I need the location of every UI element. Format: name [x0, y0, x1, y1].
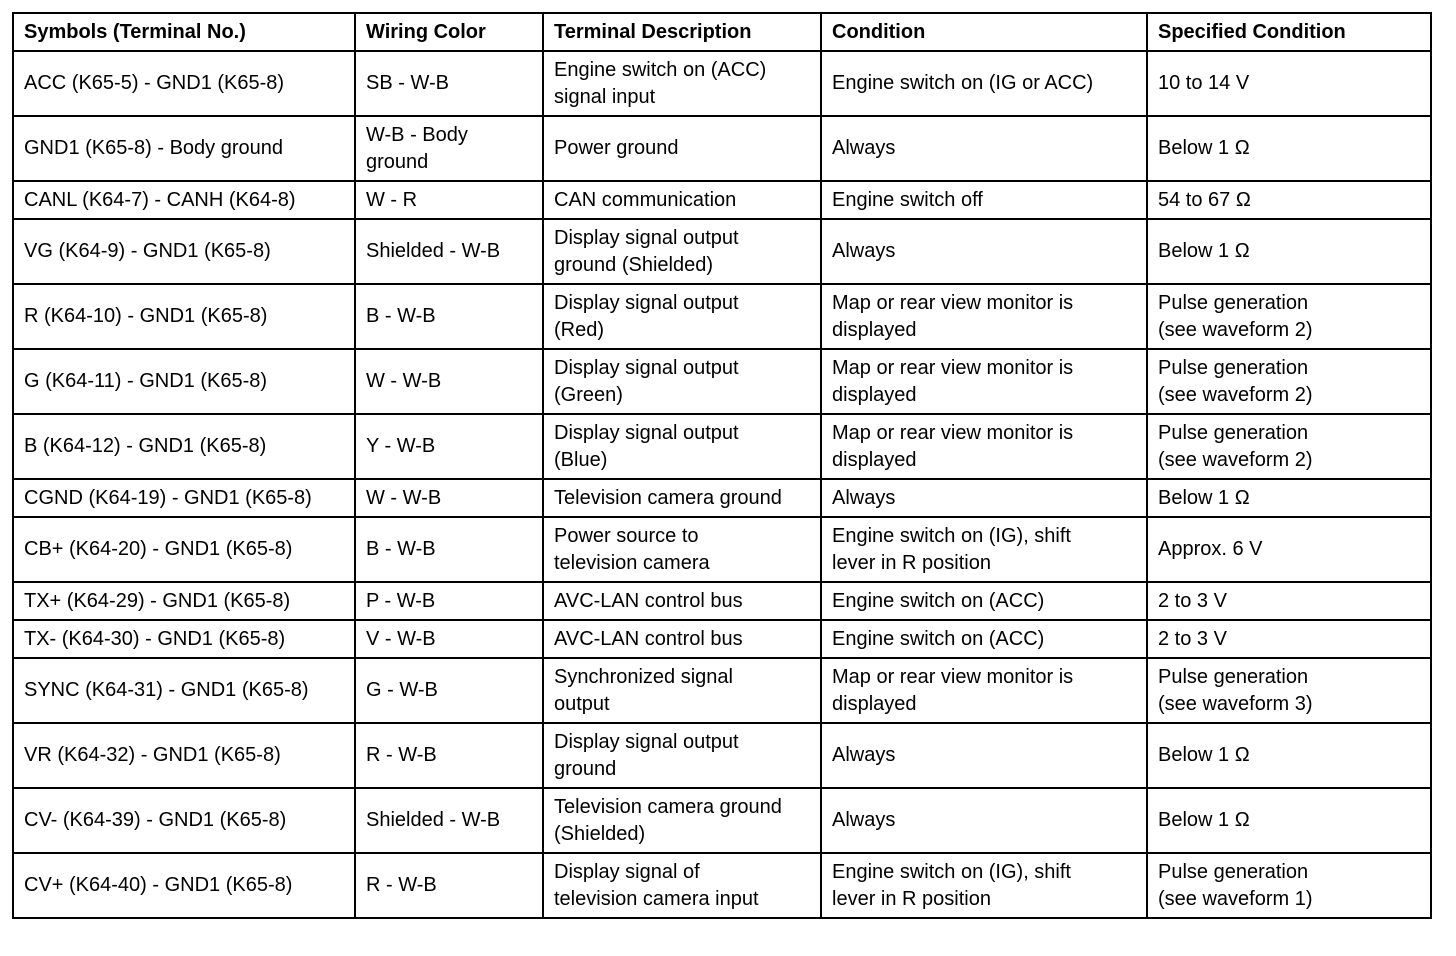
table-row: [13, 788, 1431, 853]
cell-terminal-description: Display signal output (Green): [543, 349, 821, 414]
cell-terminal-description: Engine switch on (ACC) signal input: [543, 51, 821, 116]
cell-specified-condition: Pulse generation (see waveform 3): [1147, 658, 1431, 723]
cell-condition: Map or rear view monitor is displayed: [821, 284, 1147, 349]
table-row: [13, 658, 1431, 723]
cell-wiring-color: R - W-B: [355, 723, 543, 788]
cell-specified-condition: Pulse generation (see waveform 2): [1147, 284, 1431, 349]
cell-condition: Map or rear view monitor is displayed: [821, 349, 1147, 414]
cell-specified-condition: Below 1 Ω: [1147, 219, 1431, 284]
cell-symbols: VR (K64-32) - GND1 (K65-8): [13, 723, 355, 788]
cell-terminal-description: Display signal output (Blue): [543, 414, 821, 479]
cell-symbols: CGND (K64-19) - GND1 (K65-8): [13, 479, 355, 517]
cell-condition: Engine switch on (IG), shift lever in R position: [821, 517, 1147, 582]
cell-wiring-color: W - W-B: [355, 349, 543, 414]
cell-condition: Map or rear view monitor is displayed: [821, 658, 1147, 723]
cell-symbols: TX+ (K64-29) - GND1 (K65-8): [13, 582, 355, 620]
cell-symbols: CV- (K64-39) - GND1 (K65-8): [13, 788, 355, 853]
cell-condition: Map or rear view monitor is displayed: [821, 414, 1147, 479]
terminal-spec-table: [12, 12, 1432, 919]
cell-wiring-color: Shielded - W-B: [355, 788, 543, 853]
cell-wiring-color: W - R: [355, 181, 543, 219]
cell-condition: Always: [821, 479, 1147, 517]
cell-terminal-description: AVC-LAN control bus: [543, 620, 821, 658]
cell-specified-condition: 2 to 3 V: [1147, 620, 1431, 658]
cell-wiring-color: W-B - Body ground: [355, 116, 543, 181]
header-terminal-description: Terminal Description: [543, 13, 821, 51]
cell-symbols: CANL (K64-7) - CANH (K64-8): [13, 181, 355, 219]
header-condition: Condition: [821, 13, 1147, 51]
table-row: [13, 723, 1431, 788]
cell-specified-condition: 54 to 67 Ω: [1147, 181, 1431, 219]
cell-condition: Engine switch off: [821, 181, 1147, 219]
cell-symbols: TX- (K64-30) - GND1 (K65-8): [13, 620, 355, 658]
cell-symbols: VG (K64-9) - GND1 (K65-8): [13, 219, 355, 284]
table-row: [13, 219, 1431, 284]
cell-specified-condition: Pulse generation (see waveform 1): [1147, 853, 1431, 918]
table-row: [13, 620, 1431, 658]
cell-terminal-description: Display signal of television camera input: [543, 853, 821, 918]
header-wiring-color: Wiring Color: [355, 13, 543, 51]
cell-symbols: CB+ (K64-20) - GND1 (K65-8): [13, 517, 355, 582]
table-row: [13, 116, 1431, 181]
cell-specified-condition: 10 to 14 V: [1147, 51, 1431, 116]
cell-symbols: CV+ (K64-40) - GND1 (K65-8): [13, 853, 355, 918]
cell-symbols: GND1 (K65-8) - Body ground: [13, 116, 355, 181]
table-row: [13, 853, 1431, 918]
cell-condition: Always: [821, 723, 1147, 788]
table-row: [13, 349, 1431, 414]
cell-wiring-color: R - W-B: [355, 853, 543, 918]
cell-wiring-color: Y - W-B: [355, 414, 543, 479]
cell-condition: Engine switch on (ACC): [821, 620, 1147, 658]
cell-condition: Always: [821, 788, 1147, 853]
cell-specified-condition: Pulse generation (see waveform 2): [1147, 414, 1431, 479]
header-specified-condition: Specified Condition: [1147, 13, 1431, 51]
cell-terminal-description: Television camera ground (Shielded): [543, 788, 821, 853]
cell-wiring-color: V - W-B: [355, 620, 543, 658]
cell-terminal-description: Display signal output ground (Shielded): [543, 219, 821, 284]
cell-terminal-description: Display signal output ground: [543, 723, 821, 788]
cell-condition: Engine switch on (ACC): [821, 582, 1147, 620]
page: [12, 12, 1430, 919]
cell-condition: Engine switch on (IG or ACC): [821, 51, 1147, 116]
cell-wiring-color: G - W-B: [355, 658, 543, 723]
cell-condition: Always: [821, 219, 1147, 284]
cell-terminal-description: Television camera ground: [543, 479, 821, 517]
table-row: [13, 181, 1431, 219]
cell-wiring-color: W - W-B: [355, 479, 543, 517]
cell-specified-condition: Pulse generation (see waveform 2): [1147, 349, 1431, 414]
table-body: [13, 51, 1431, 918]
table-row: [13, 479, 1431, 517]
cell-wiring-color: B - W-B: [355, 517, 543, 582]
cell-specified-condition: Below 1 Ω: [1147, 479, 1431, 517]
cell-specified-condition: Approx. 6 V: [1147, 517, 1431, 582]
header-symbols: Symbols (Terminal No.): [13, 13, 355, 51]
cell-specified-condition: 2 to 3 V: [1147, 582, 1431, 620]
cell-wiring-color: P - W-B: [355, 582, 543, 620]
cell-terminal-description: Synchronized signal output: [543, 658, 821, 723]
table-row: [13, 414, 1431, 479]
cell-terminal-description: Power source to television camera: [543, 517, 821, 582]
cell-terminal-description: Display signal output (Red): [543, 284, 821, 349]
cell-condition: Always: [821, 116, 1147, 181]
table-row: [13, 51, 1431, 116]
table-row: [13, 582, 1431, 620]
cell-symbols: SYNC (K64-31) - GND1 (K65-8): [13, 658, 355, 723]
cell-wiring-color: B - W-B: [355, 284, 543, 349]
cell-specified-condition: Below 1 Ω: [1147, 116, 1431, 181]
header-row: [13, 13, 1431, 51]
cell-condition: Engine switch on (IG), shift lever in R position: [821, 853, 1147, 918]
cell-symbols: R (K64-10) - GND1 (K65-8): [13, 284, 355, 349]
cell-symbols: G (K64-11) - GND1 (K65-8): [13, 349, 355, 414]
cell-terminal-description: CAN communication: [543, 181, 821, 219]
cell-terminal-description: Power ground: [543, 116, 821, 181]
cell-specified-condition: Below 1 Ω: [1147, 723, 1431, 788]
cell-wiring-color: Shielded - W-B: [355, 219, 543, 284]
cell-symbols: B (K64-12) - GND1 (K65-8): [13, 414, 355, 479]
cell-specified-condition: Below 1 Ω: [1147, 788, 1431, 853]
table-row: [13, 517, 1431, 582]
cell-terminal-description: AVC-LAN control bus: [543, 582, 821, 620]
table-row: [13, 284, 1431, 349]
cell-symbols: ACC (K65-5) - GND1 (K65-8): [13, 51, 355, 116]
cell-wiring-color: SB - W-B: [355, 51, 543, 116]
